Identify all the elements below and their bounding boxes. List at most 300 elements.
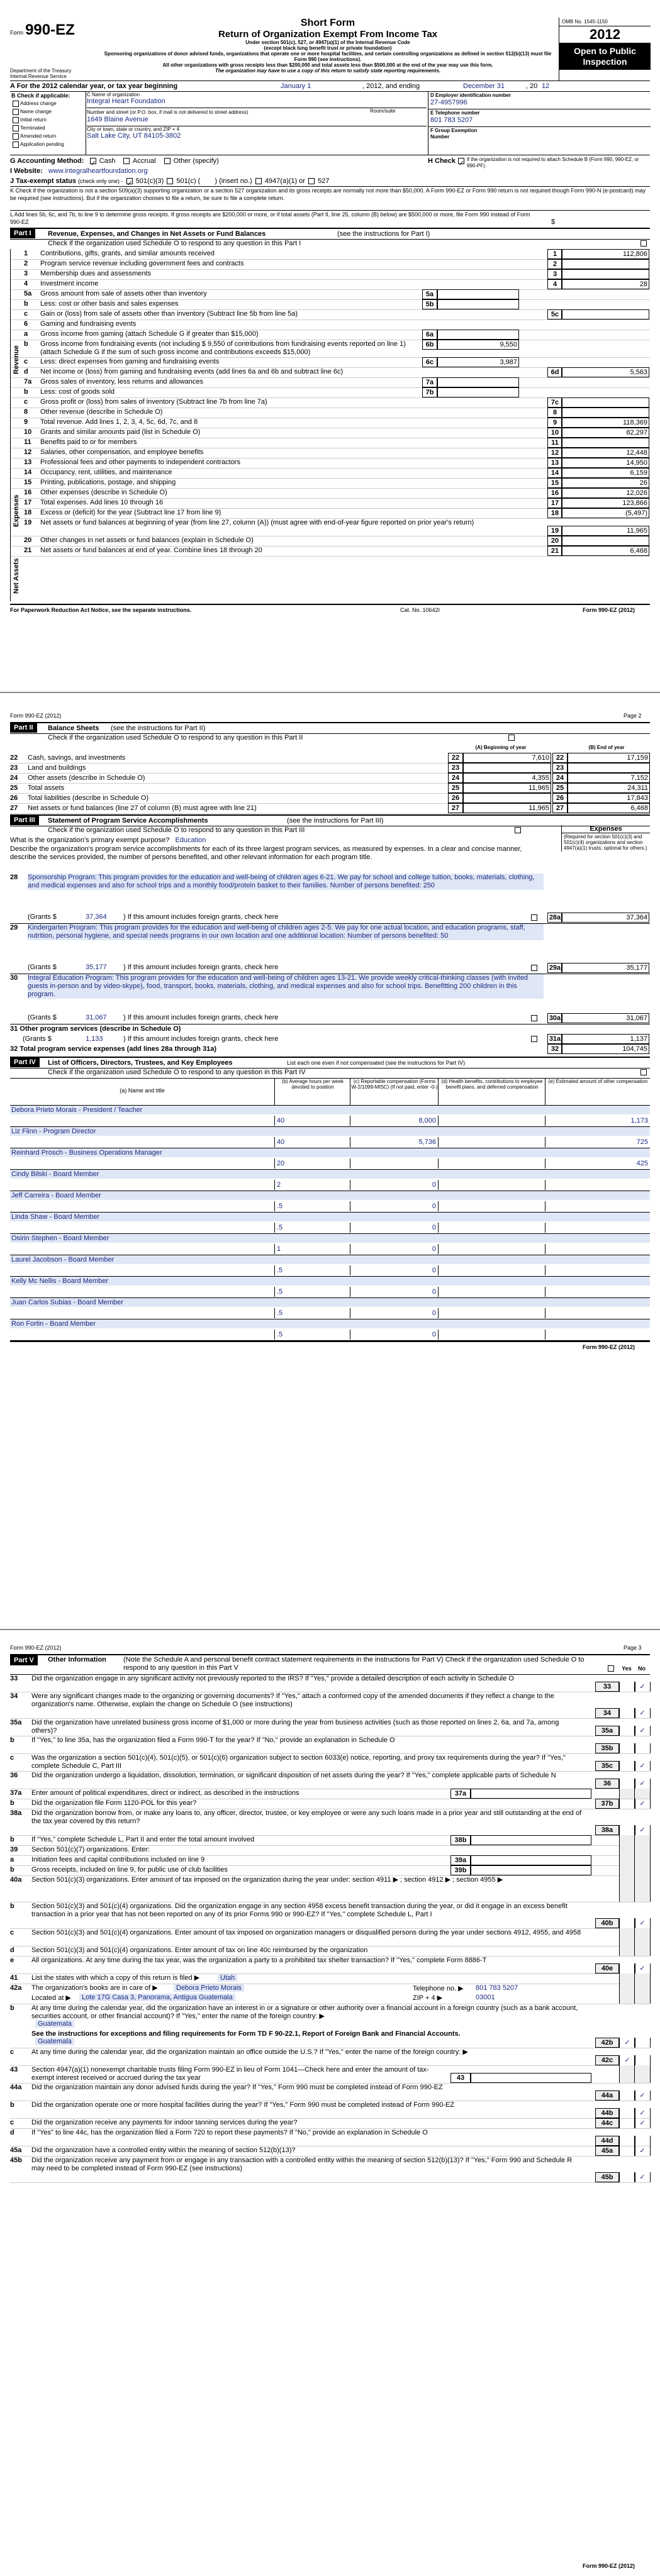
question-sub-amount[interactable] xyxy=(471,1835,591,1845)
answer-yes-cell[interactable]: ✓ xyxy=(619,2055,635,2065)
program-expense-amount[interactable]: 35,177 xyxy=(561,963,649,973)
question-sub-amount[interactable] xyxy=(471,2073,591,2083)
website[interactable]: www.integralheartfoundation.org xyxy=(48,167,148,175)
sub-box-amount[interactable] xyxy=(437,289,519,299)
line-amount[interactable]: 118,369 xyxy=(561,418,649,428)
answer-yes-cell[interactable] xyxy=(619,1708,635,1718)
bs-line-box: 27 xyxy=(448,803,463,813)
bs-line-number: 23 xyxy=(10,764,18,772)
officer-name[interactable]: Jeff Carreira - Board Member xyxy=(10,1191,650,1200)
answer-yes-cell[interactable] xyxy=(619,2090,635,2101)
cash-checkbox[interactable]: ✓ xyxy=(90,158,96,164)
answer-no-cell xyxy=(634,1875,651,1902)
primary-purpose-value[interactable]: Education xyxy=(175,836,206,844)
j-4947-checkbox[interactable] xyxy=(255,178,262,184)
phone-label: E Telephone number xyxy=(430,110,480,116)
part-5-question xyxy=(10,1984,650,2004)
part-3-label: Part III xyxy=(10,815,39,825)
answer-yes-cell[interactable] xyxy=(619,2108,635,2118)
bs-line-box: 22 xyxy=(448,753,463,763)
program-grants-prefix: (Grants $ xyxy=(28,963,57,971)
line-box-label: 17 xyxy=(547,498,562,508)
h-checkbox[interactable]: ✓ xyxy=(458,158,464,164)
answer-no-cell[interactable]: ✓ xyxy=(634,1726,651,1736)
answer-no-cell[interactable]: ✓ xyxy=(634,2090,651,2101)
officer-hours[interactable]: .5 xyxy=(274,1330,350,1340)
tax-exempt-label: J Tax-exempt status xyxy=(10,177,76,185)
sub-box-amount[interactable]: 3,987 xyxy=(437,357,519,367)
officer-compensation[interactable]: 0 xyxy=(350,1223,438,1233)
answer-yes-cell[interactable] xyxy=(619,1779,635,1789)
officer-hours[interactable]: .5 xyxy=(274,1223,350,1233)
question-answer-text[interactable]: Guatemala xyxy=(35,2038,74,2045)
officer-name[interactable]: Debora Prieto Morais - President / Teacher xyxy=(10,1106,650,1114)
question-sub-amount[interactable] xyxy=(471,1865,591,1875)
answer-yes-cell[interactable] xyxy=(619,1918,635,1928)
question-box-label: 44d xyxy=(595,2136,619,2146)
question-number: b xyxy=(10,1902,14,1910)
answer-yes-cell xyxy=(619,1835,635,1845)
line-box-label: 4 xyxy=(547,279,562,289)
program-grants-amount[interactable]: 31,067 xyxy=(86,1014,107,1021)
part-3-schedule-o-checkbox[interactable] xyxy=(515,827,521,833)
line-amount[interactable]: 6,468 xyxy=(561,546,649,556)
line-text: Membership dues and assessments xyxy=(40,270,152,277)
question-answer-text[interactable]: Debora Prieto Morais xyxy=(174,1984,244,1992)
org-name[interactable]: Integral Heart Foundation xyxy=(87,97,427,108)
part-1-schedule-o-checkbox[interactable] xyxy=(640,240,647,247)
question-number: 34 xyxy=(10,1692,18,1700)
line-text: Gross income from fundraising events (not including $ 9,550 of contributions from fundraising events reported on line 1) (attach Schedule G if the sum of such gross income and contributions exceeds $15,000) xyxy=(40,340,406,356)
line-a-label: A For the 2012 calendar year, or tax year beginning xyxy=(10,82,178,90)
question-box-label: 44a xyxy=(595,2090,619,2101)
line-amount[interactable] xyxy=(561,438,649,448)
line-amount[interactable]: 28 xyxy=(561,279,649,289)
line-text: Net assets or fund balances at end of year. Combine lines 18 through 20 xyxy=(40,547,262,554)
question-number: 44a xyxy=(10,2084,22,2091)
bs-col-b-value[interactable]: 6,468 xyxy=(568,803,650,813)
officer-benefits[interactable] xyxy=(438,1180,545,1190)
officer-hours[interactable]: 20 xyxy=(274,1158,350,1169)
bs-line-number: 24 xyxy=(10,774,18,782)
officer-benefits[interactable] xyxy=(438,1201,545,1211)
officer-other-comp[interactable] xyxy=(545,1308,650,1318)
sub-box-amount[interactable] xyxy=(437,299,519,309)
answer-no-cell[interactable]: ✓ xyxy=(634,1708,651,1718)
answer-yes-cell xyxy=(619,1845,635,1855)
bs-line-box-b: 22 xyxy=(552,753,568,763)
line-amount[interactable]: 12,448 xyxy=(561,448,649,458)
officer-row xyxy=(10,1255,650,1277)
program-grants-prefix: (Grants $ xyxy=(28,913,57,921)
line-text: Grants and similar amounts paid (list in Schedule O) xyxy=(40,428,201,436)
bs-col-a-value[interactable]: 11,965 xyxy=(463,783,551,793)
j-501c3-checkbox[interactable]: ✓ xyxy=(126,178,133,184)
program-number: 29 xyxy=(10,924,18,931)
answer-yes-cell[interactable] xyxy=(619,2146,635,2156)
line-text: Total revenue. Add lines 1, 2, 3, 4, 5c, 6d, 7c, and 8 xyxy=(40,418,198,426)
line-amount[interactable]: 82,297 xyxy=(561,428,649,438)
officer-benefits[interactable] xyxy=(438,1223,545,1233)
answer-yes-cell[interactable] xyxy=(619,1963,635,1974)
bs-col-b-value[interactable] xyxy=(568,763,650,773)
program-number: 28 xyxy=(10,874,18,881)
part-3-title: Statement of Program Service Accomplishments xyxy=(48,817,208,824)
line-amount[interactable]: 6,159 xyxy=(561,468,649,478)
answer-no-cell[interactable]: ✓ xyxy=(634,1799,651,1809)
line-number: c xyxy=(24,310,28,318)
officer-hours[interactable]: .5 xyxy=(274,1308,350,1318)
question-text: If "Yes," to line 35a, has the organization filed a Form 990-T for the year? If "No," provide an explanation in Schedule O xyxy=(31,1736,395,1744)
question-box-label: 35b xyxy=(595,1743,619,1753)
program-description[interactable]: Sponsorship Program: This program provides for the education and well-being of children ages 6-21. We pay for school and college tuition, books, materials, clothing, and medical expenses and also for school trips and a monthly food/protein basket to their families. Number of persons benefited: 250 xyxy=(28,874,544,890)
question-text: Did the organization engage in any significant activity not previously reported to the IRS? If "Yes," provide a detailed description of each activity in Schedule O xyxy=(31,1675,514,1682)
line-31-foreign-checkbox[interactable] xyxy=(531,1036,537,1042)
line-amount[interactable] xyxy=(561,536,649,546)
part-1-line xyxy=(10,428,650,438)
check-applicable-checkbox[interactable] xyxy=(13,142,19,148)
title-main: Return of Organization Exempt From Income Tax xyxy=(218,29,438,40)
officer-benefits[interactable] xyxy=(438,1137,545,1147)
bs-col-b-value[interactable]: 17,159 xyxy=(568,753,650,763)
officer-compensation[interactable]: 0 xyxy=(350,1201,438,1211)
line-amount[interactable] xyxy=(561,408,649,418)
officer-name[interactable]: Cindy Bilski - Board Member xyxy=(10,1170,650,1179)
line-amount[interactable]: 26 xyxy=(561,478,649,488)
bs-line-text: Land and buildings xyxy=(28,764,86,772)
line-31-grants-amt[interactable]: 1,133 xyxy=(86,1035,103,1043)
paperwork-notice: For Paperwork Reduction Act Notice, see the separate instructions. xyxy=(10,607,192,613)
officer-other-comp[interactable] xyxy=(545,1244,650,1254)
bs-line-box-b: 24 xyxy=(552,773,568,783)
bs-col-a-value[interactable]: 4,355 xyxy=(463,773,551,783)
question-number: 41 xyxy=(10,1974,18,1982)
officer-compensation[interactable]: 0 xyxy=(350,1330,438,1340)
part-2-label: Part II xyxy=(10,723,37,733)
check-applicable-checkbox[interactable] xyxy=(13,133,19,140)
line-amount[interactable] xyxy=(561,397,649,408)
officer-other-comp[interactable]: 725 xyxy=(545,1137,650,1147)
question-box-label: 45b xyxy=(595,2172,619,2182)
program-description[interactable]: Integral Education Program: This program provides for the education and well-being of children ages 13-21. We provide weekly critical-thinking classes (with invited guests in-person and by video-skype), food, transport, books, materials, clothing, and medical expenses and also for school trips. Benefitting 200 children in this program. xyxy=(28,974,544,999)
line-amount[interactable]: 112,806 xyxy=(561,249,649,259)
question-text: At any time during the calendar year, did the organization maintain an office outside the U.S.? If "Yes," enter the name of the foreign country: ▶ xyxy=(31,2048,468,2056)
open-to-public: Open to Public Inspection xyxy=(559,43,651,70)
officer-other-comp[interactable] xyxy=(545,1201,650,1211)
line-box-label: 1 xyxy=(547,249,562,259)
officer-other-comp[interactable] xyxy=(545,1287,650,1297)
line-number: 6 xyxy=(24,320,28,328)
program-entry xyxy=(10,923,650,974)
line-l xyxy=(10,210,650,226)
answer-no-cell[interactable] xyxy=(634,2055,651,2065)
line-amount[interactable]: 5,563 xyxy=(561,367,649,377)
program-expense-amount[interactable]: 31,067 xyxy=(561,1013,649,1023)
bs-col-a-value[interactable]: 7,610 xyxy=(463,753,551,763)
primary-purpose xyxy=(10,835,650,845)
answer-no-cell[interactable] xyxy=(634,2136,651,2146)
officer-other-comp[interactable]: 1,173 xyxy=(545,1116,650,1126)
question-box-label: 42c xyxy=(595,2055,619,2065)
sub-box-label: 5a xyxy=(422,289,437,299)
officer-compensation[interactable]: 0 xyxy=(350,1244,438,1254)
bs-col-a-value[interactable] xyxy=(463,763,551,773)
sub-box-amount[interactable] xyxy=(437,387,519,397)
answer-yes-cell[interactable] xyxy=(619,1825,635,1835)
question-number: 39 xyxy=(10,1846,18,1853)
part-1-line xyxy=(10,448,650,458)
books-zip[interactable]: 03001 xyxy=(476,1994,495,2001)
officer-name[interactable]: Juan Carlos Subias - Board Member xyxy=(10,1298,650,1307)
officer-benefits[interactable] xyxy=(438,1308,545,1318)
question-text: Did the organization maintain any donor advised funds during the year? If "Yes," Form 990 must be completed instead of Form 990-EZ xyxy=(31,2084,443,2091)
answer-no-cell[interactable]: ✓ xyxy=(634,1682,651,1692)
officer-hours[interactable]: 1 xyxy=(274,1244,350,1254)
check-applicable-checkbox[interactable] xyxy=(13,117,19,123)
officer-benefits[interactable] xyxy=(438,1330,545,1340)
program-foreign-checkbox[interactable] xyxy=(531,914,537,921)
answer-yes-cell[interactable] xyxy=(619,2172,635,2182)
sub-box-label: 6b xyxy=(422,340,437,350)
line-31-text: 31 Other program services (describe in Schedule O) xyxy=(10,1025,181,1033)
question-text: Did the organization receive any payments for indoor tanning services during the year? xyxy=(31,2119,298,2126)
line-amount[interactable] xyxy=(561,309,649,319)
line-number: 16 xyxy=(24,489,32,496)
officer-name[interactable]: Laurel Jacobson - Board Member xyxy=(10,1255,650,1264)
ein[interactable]: 27-4957996 xyxy=(428,99,651,109)
accrual-checkbox[interactable] xyxy=(123,158,130,164)
line-32-expense[interactable]: 104,745 xyxy=(561,1044,649,1054)
officer-hours[interactable]: .5 xyxy=(274,1201,350,1211)
street-address[interactable]: 1649 Blaine Avenue xyxy=(87,116,427,126)
answer-no-cell xyxy=(634,1789,651,1799)
officer-hours[interactable]: 40 xyxy=(274,1116,350,1126)
officer-other-comp[interactable]: 425 xyxy=(545,1158,650,1169)
books-phone[interactable]: 801 783 5207 xyxy=(476,1984,518,1992)
officer-hours[interactable]: 2 xyxy=(274,1180,350,1190)
program-grants-amount[interactable]: 37,364 xyxy=(86,913,107,921)
officers-col-d: (d) Health benefits, contributions to employee benefit plans, and deferred compensation xyxy=(438,1079,545,1105)
j-527-checkbox[interactable] xyxy=(308,178,315,184)
line-31-grants-prefix: (Grants $ xyxy=(23,1035,52,1043)
j-501c-checkbox[interactable] xyxy=(167,178,173,184)
sub-box-amount[interactable] xyxy=(437,377,519,387)
answer-no-cell[interactable]: ✓ xyxy=(634,2172,651,2182)
line-number: 17 xyxy=(24,499,32,506)
officers-col-a: (a) Name and title xyxy=(120,1087,165,1094)
answer-yes-cell[interactable] xyxy=(619,1682,635,1692)
answer-no-cell[interactable]: ✓ xyxy=(634,1761,651,1771)
question-text: Were any significant changes made to the organizing or governing documents? If "Yes," attach a conformed copy of the amended documents if they reflect a change to the organization's name. Otherwise, explain the change on Schedule O (see instructions) xyxy=(31,1692,554,1708)
line-amount[interactable]: 11,965 xyxy=(561,526,649,536)
part-4-schedule-o-checkbox[interactable] xyxy=(640,1069,647,1075)
program-description[interactable]: Kindergarten Program: This program provides for the education and well-being of children ages 2-5. We pay for one actual location, and education programs, staff, nutrition, personal hygiene, and special needs programs in our own location and one additional location: Number of persons benefited: 50 xyxy=(28,924,544,940)
line-amount[interactable] xyxy=(561,259,649,269)
line-31-expense[interactable]: 1,137 xyxy=(561,1034,649,1044)
bs-line-number: 27 xyxy=(10,804,18,812)
check-applicable-checkbox[interactable] xyxy=(13,109,19,115)
officer-compensation[interactable]: 8,000 xyxy=(350,1116,438,1126)
part-1-line xyxy=(10,387,650,398)
answer-yes-cell[interactable] xyxy=(619,1799,635,1809)
officer-compensation[interactable]: 0 xyxy=(350,1180,438,1190)
line-a-begin[interactable]: January 1 xyxy=(281,82,311,90)
officer-row xyxy=(10,1276,650,1298)
officer-benefits[interactable] xyxy=(438,1116,545,1126)
part-5-question xyxy=(10,2083,650,2101)
officer-other-comp[interactable] xyxy=(545,1265,650,1275)
city-state-zip[interactable]: Salt Lake City, UT 84105-3802 xyxy=(87,132,181,140)
answer-yes-cell[interactable] xyxy=(619,1761,635,1771)
program-grants-amount[interactable]: 35,177 xyxy=(86,963,107,971)
part-1-line xyxy=(10,309,650,320)
answer-yes-cell[interactable]: ✓ xyxy=(619,2038,635,2048)
officer-other-comp[interactable] xyxy=(545,1330,650,1340)
officer-name[interactable]: Osirin Stephen - Board Member xyxy=(10,1234,650,1243)
officer-name[interactable]: Linda Shaw - Board Member xyxy=(10,1213,650,1221)
part-1-line xyxy=(10,546,650,557)
question-sub-amount[interactable] xyxy=(471,1855,591,1865)
question-answer-text[interactable]: Utah xyxy=(218,1974,237,1982)
other-label: Other (specify) xyxy=(173,157,219,165)
officer-other-comp[interactable] xyxy=(545,1223,650,1233)
part-5-question xyxy=(10,1928,650,1946)
sub-box-amount[interactable]: 9,550 xyxy=(437,340,519,350)
line-amount[interactable]: 14,950 xyxy=(561,458,649,468)
officer-hours[interactable]: .5 xyxy=(274,1287,350,1297)
answer-no-cell[interactable]: ✓ xyxy=(634,1779,651,1789)
line-text: Gross profit or (loss) from sales of inventory (Subtract line 7b from line 7a) xyxy=(40,398,267,406)
form-id: 990-EZ xyxy=(25,21,75,38)
question-text: At any time during the calendar year, did the organization have an interest in or a signature or other authority over a financial account in a foreign country (such as a bank account, securities account, or other financial account)? If "Yes," enter the name of the foreign country: ▶ xyxy=(31,2004,578,2020)
officer-name[interactable]: Ron Fortin - Board Member xyxy=(10,1319,650,1328)
books-zip-label: ZIP + 4 ▶ xyxy=(413,1994,443,2002)
bs-line-text: Total liabilities (describe in Schedule O) xyxy=(28,794,148,802)
officer-hours[interactable]: .5 xyxy=(274,1265,350,1275)
part-2-schedule-o-checkbox[interactable] xyxy=(508,735,515,741)
officer-benefits[interactable] xyxy=(438,1158,545,1169)
answer-no-cell[interactable]: ✓ xyxy=(634,2108,651,2118)
part-1-line xyxy=(10,536,650,547)
officer-name[interactable]: Reinhard Prosch - Business Operations Manager xyxy=(10,1148,650,1157)
part-5-question xyxy=(10,2146,650,2157)
officer-compensation[interactable] xyxy=(350,1158,438,1169)
question-box-label: 35c xyxy=(595,1761,619,1771)
question-box-label: 34 xyxy=(595,1708,619,1718)
answer-no-cell[interactable]: ✓ xyxy=(634,1825,651,1835)
answer-yes-cell[interactable] xyxy=(619,1743,635,1753)
question-number: 40a xyxy=(10,1876,22,1884)
ein-label: D Employer identification number xyxy=(430,92,512,98)
check-applicable-checkbox[interactable] xyxy=(13,125,19,131)
line-a-end[interactable]: December 31 xyxy=(463,82,505,90)
program-foreign-checkbox[interactable] xyxy=(531,965,537,971)
line-31-grants xyxy=(10,1034,650,1044)
part-5-schedule-o-checkbox[interactable] xyxy=(608,1665,614,1672)
officer-compensation[interactable]: 0 xyxy=(350,1308,438,1318)
officers-col-headers xyxy=(10,1078,650,1106)
part-1-line xyxy=(10,508,650,519)
question-box-label: 38a xyxy=(595,1825,619,1835)
balance-sheet-row xyxy=(10,753,650,763)
question-answer-text[interactable]: Guatemala xyxy=(35,2020,74,2028)
answer-yes-cell xyxy=(619,2065,635,2083)
bs-col-b-value[interactable]: 7,152 xyxy=(568,773,650,783)
bs-line-text: Net assets or fund balances (line 27 of column (B) must agree with line 21) xyxy=(28,804,257,812)
line-amount[interactable] xyxy=(561,269,649,279)
line-amount[interactable]: (5,497) xyxy=(561,508,649,518)
officer-row xyxy=(10,1319,650,1341)
officer-hours[interactable]: 40 xyxy=(274,1137,350,1147)
officer-compensation[interactable]: 0 xyxy=(350,1287,438,1297)
line-amount[interactable]: 123,866 xyxy=(561,498,649,508)
officer-other-comp[interactable] xyxy=(545,1180,650,1190)
j-501c: 501(c) ( xyxy=(176,177,201,185)
program-foreign-checkbox[interactable] xyxy=(531,1015,537,1021)
part-3-check-text: Check if the organization used Schedule O to respond to any question in this Part III xyxy=(48,826,305,834)
answer-yes-cell[interactable] xyxy=(619,2136,635,2146)
answer-yes-cell[interactable] xyxy=(619,1726,635,1736)
form-footer: Form 990-EZ (2012) xyxy=(583,607,635,613)
answer-no-cell[interactable]: ✓ xyxy=(634,2118,651,2128)
bs-col-a-value[interactable] xyxy=(463,793,551,803)
program-expense-amount[interactable]: 37,364 xyxy=(561,913,649,923)
check-applicable-checkbox[interactable] xyxy=(13,101,19,107)
books-located[interactable]: Lote 17G Casa 3, Panorama, Antigua Guatemala xyxy=(79,1994,235,2001)
part-3-sub: (see the instructions for Part III) xyxy=(287,817,384,824)
answer-yes-cell[interactable] xyxy=(619,2118,635,2128)
officer-benefits[interactable] xyxy=(438,1265,545,1275)
answer-no-cell[interactable] xyxy=(634,2038,651,2048)
answer-no-cell[interactable]: ✓ xyxy=(634,1963,651,1974)
part-5-question xyxy=(10,1736,650,1754)
other-checkbox[interactable] xyxy=(164,158,171,164)
program-expense-box: 29a xyxy=(547,963,562,973)
bs-col-a-value[interactable]: 11,965 xyxy=(463,803,551,813)
officer-compensation[interactable]: 5,736 xyxy=(350,1137,438,1147)
officer-row xyxy=(10,1191,650,1213)
officer-benefits[interactable] xyxy=(438,1287,545,1297)
page-3 xyxy=(10,1643,650,2567)
answer-no-cell xyxy=(634,1855,651,1865)
answer-no-cell[interactable]: ✓ xyxy=(634,1918,651,1928)
sub-box-amount[interactable] xyxy=(437,330,519,340)
answer-no-cell[interactable]: ✓ xyxy=(634,2146,651,2156)
line-box-label: 7c xyxy=(547,397,562,408)
website-label: I Website: xyxy=(10,167,43,175)
part-2-check xyxy=(10,733,650,743)
phone-number[interactable]: 801 783 5207 xyxy=(428,116,651,127)
answer-yes-cell xyxy=(619,1855,635,1865)
bs-col-b-value[interactable]: 17,843 xyxy=(568,793,650,803)
officer-name[interactable]: Liz Flinn - Program Director xyxy=(10,1127,650,1136)
officer-compensation[interactable]: 0 xyxy=(350,1265,438,1275)
bs-col-b-value[interactable]: 24,311 xyxy=(568,783,650,793)
line-a-year[interactable]: 12 xyxy=(542,82,550,90)
answer-no-cell xyxy=(634,2065,651,2083)
question-number: 43 xyxy=(10,2066,18,2074)
answer-no-cell[interactable] xyxy=(634,1743,651,1753)
question-sub-amount[interactable] xyxy=(471,1789,591,1799)
sub-box-label: 6a xyxy=(422,330,437,340)
officer-row xyxy=(10,1233,650,1255)
page-3-header xyxy=(10,1643,650,1653)
line-amount[interactable]: 12,026 xyxy=(561,488,649,498)
officer-benefits[interactable] xyxy=(438,1244,545,1254)
cash-label: Cash xyxy=(99,157,116,165)
officer-name[interactable]: Kelly Mc Nellis - Board Member xyxy=(10,1277,650,1285)
line-box-label: 5c xyxy=(547,309,562,319)
